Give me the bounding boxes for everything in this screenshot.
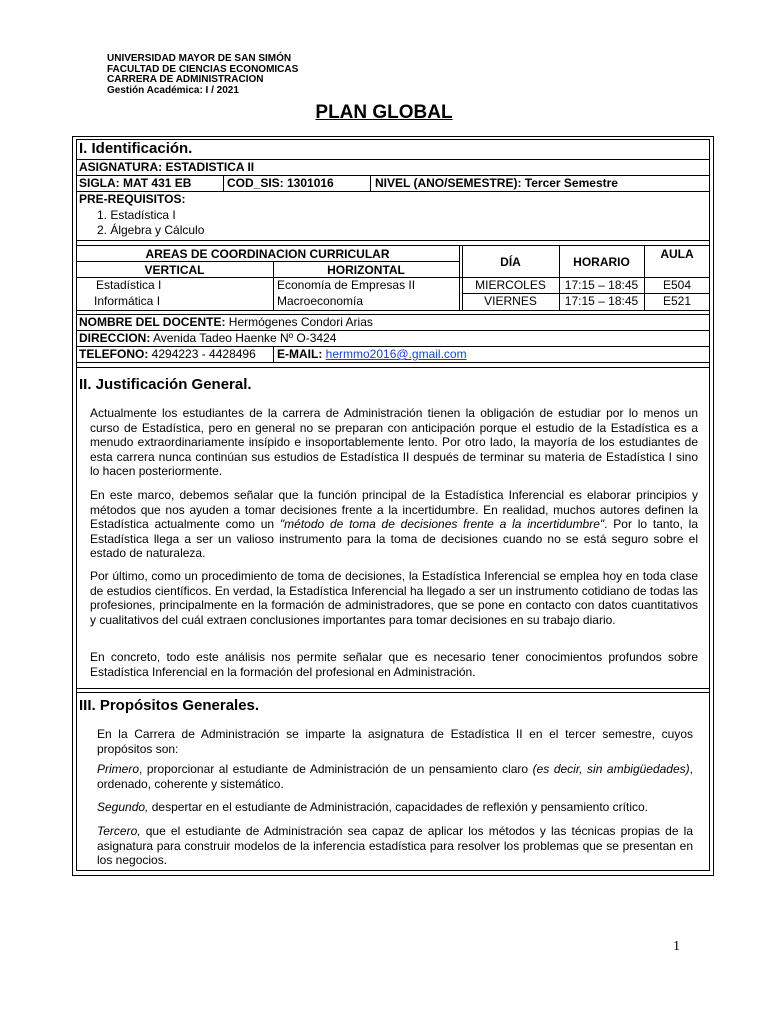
purposes-intro: En la Carrera de Administración se imparte la asignatura de Estadística II en el tercer semestre, cuyos propósitos son: — [97, 727, 693, 756]
table-cell-dia: MIERCOLES — [475, 278, 546, 292]
teacher-phone-row — [79, 347, 256, 361]
page-number: 1 — [673, 939, 680, 954]
academic-term: Gestión Académica: I / 2021 — [107, 84, 239, 96]
table-cell-horario: 17:15 – 18:45 — [564, 294, 639, 308]
vertical-header: VERTICAL — [144, 263, 205, 277]
address: Avenida Tadeo Haenke Nº O-3424 — [153, 331, 337, 345]
document-title: PLAN GLOBAL — [315, 102, 453, 123]
prerequisite-item: 1. Estadística I — [97, 208, 176, 222]
table-cell-dia: VIERNES — [484, 294, 537, 308]
prerequisites-label: PRE-REQUISITOS: — [79, 192, 186, 206]
table-cell-aula: E504 — [662, 278, 692, 292]
table-cell-horario: 17:15 – 18:45 — [564, 278, 639, 292]
table-cell-vertical: Informática I — [94, 294, 161, 308]
teacher-address-row — [79, 331, 336, 345]
teacher-name-row — [79, 315, 373, 329]
sigla: SIGLA: MAT 431 EB — [79, 176, 192, 190]
teacher-name-label: NOMBRE DEL DOCENTE: — [79, 315, 226, 329]
teacher-email-row — [277, 347, 467, 361]
table-cell-aula: E521 — [662, 294, 692, 308]
institution-header — [107, 54, 298, 96]
section-justificacion-heading: II. Justificación General. — [79, 376, 252, 393]
section-identificacion-heading: I. Identificación. — [79, 140, 193, 157]
justification-paragraph: En este marco, debemos señalar que la función principal de la Estadística Inferencial es elaborar principios y métodos que nos ayuden a tomar decisiones frente a la incertidumbre. En realidad, muchos autores definen la Estadística actualmente como un "método de toma de decisiones frente a la incertidumbre". Por lo tanto, la Estadística llega a ser un valioso instrumento para la toma de decisiones cuando no se está seguro sobre el estado de naturaleza. — [90, 488, 699, 561]
university-name: UNIVERSIDAD MAYOR DE SAN SIMÓN — [107, 53, 292, 64]
table-cell-horizontal: Economía de Empresas II — [277, 278, 416, 292]
teacher-name: Hermógenes Condori Arias — [228, 315, 373, 329]
justification-paragraph: Actualmente los estudiantes de la carrera de Administración tienen la obligación de estudiar por lo menos un curso de Estadística, pero en general no se preparan con anticipación porque el estudio de la Estadística es a menudo extraordinariamente insípido e insoportablemente lento. Por otro lado, la mayoría de los estudiantes de esta carrera nunca continúan sus estudios de Estadística II después de terminar su materia de Estadística I sino lo hacen posteriormente. — [90, 406, 698, 479]
dia-header: DÍA — [500, 255, 521, 269]
nivel: NIVEL (ANO/SEMESTRE): Tercer Semestre — [375, 176, 618, 190]
aula-header: AULA — [660, 247, 694, 261]
prerequisite-item: 2. Álgebra y Cálculo — [97, 223, 205, 237]
cod-sis: COD_SIS: 1301016 — [227, 176, 334, 190]
email-label: E-MAIL: — [277, 347, 323, 361]
horario-header: HORARIO — [573, 255, 630, 269]
areas-header: AREAS DE COORDINACION CURRICULAR — [145, 247, 390, 261]
phone: 4294223 - 4428496 — [151, 347, 256, 361]
purpose-item: Segundo, despertar en el estudiante de Administración, capacidades de reflexión y pensamiento crítico. — [97, 800, 649, 814]
email-link[interactable]: hermmo2016@.gmail.com — [325, 347, 467, 361]
justification-paragraph: En concreto, todo este análisis nos permite señalar que es necesario tener conocimientos profundos sobre Estadística Inferencial en la formación del profesional en Administración. — [90, 650, 698, 679]
purpose-item: Tercero, que el estudiante de Administración sea capaz de aplicar los métodos y las técnicas propias de la asignatura para construir modelos de la inferencia estadística para resolver los problemas que se presentan en los negocios. — [97, 824, 693, 868]
justification-paragraph: Por último, como un procedimiento de toma de decisiones, la Estadística Inferencial se emplea hoy en toda clase de estudios científicos. En verdad, la Estadística Inferencial ha llegado a ser un instrumento cotidiano de todas las profesiones, principalmente en la formación de administradores, que se pone en contacto con datos cuantitativos y cualitativos del cuál extraen conclusiones importantes para tomar decisiones en su trabajo diario. — [90, 569, 698, 627]
horizontal-header: HORIZONTAL — [327, 263, 405, 277]
career-name: CARRERA DE ADMINISTRACION — [107, 74, 264, 85]
purpose-item: Primero, proporcionar al estudiante de Administración de un pensamiento claro (es decir, sin ambigüedades), ordenado, coherente y sistemático. — [97, 762, 693, 791]
section-propositos-heading: III. Propósitos Generales. — [79, 697, 260, 714]
asignatura: ASIGNATURA: ESTADISTICA II — [79, 160, 255, 174]
table-cell-horizontal: Macroeconomía — [277, 294, 364, 308]
phone-label: TELEFONO: — [79, 347, 149, 361]
address-label: DIRECCION: — [79, 331, 151, 345]
faculty-name: FACULTAD DE CIENCIAS ECONOMICAS — [107, 63, 299, 75]
table-cell-vertical: Estadística I — [96, 278, 162, 292]
